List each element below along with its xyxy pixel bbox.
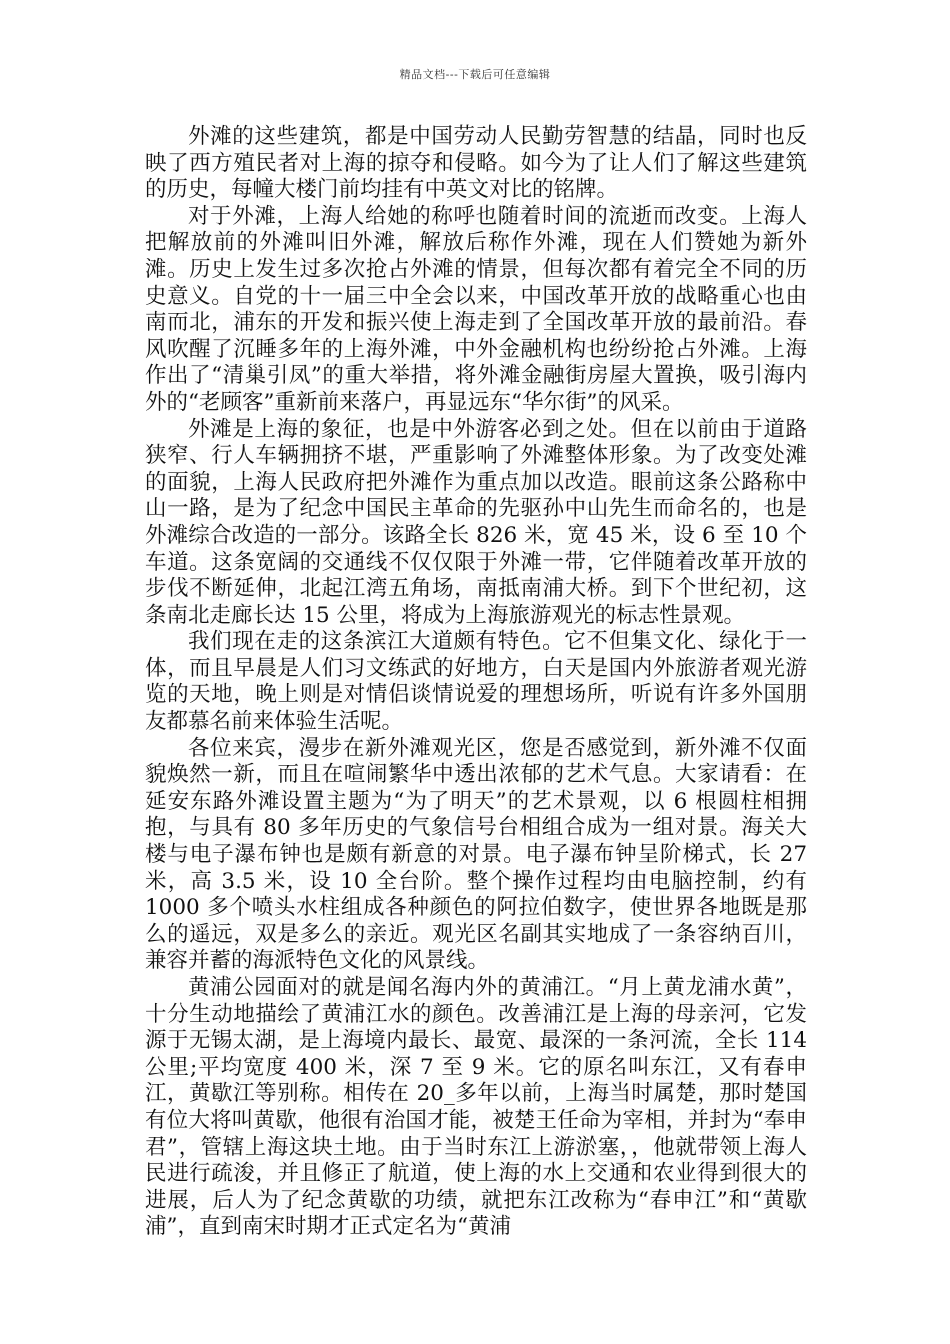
- paragraph-5: 各位来宾，漫步在新外滩观光区，您是否感觉到，新外滩不仅面貌焕然一新，而且在喧闹繁华中透出浓郁的艺术气息。大家请看：在延安东路外滩设置主题为“为了明天”的艺术景观，以 6 根圆柱相拥抱，与具有 80 多年历史的气象信号台相组合成为一组对景。海关大楼与电子瀑布钟也是颇有新意的对景。电子瀑布钟呈阶梯式，长 27 米，高 3.5 米，设 10 全台阶。整个操作过程均由电脑控制，约有 1000 多个喷头水柱组成各种颜色的阿拉伯数字，使世界各地既是那么的遥远，双是多么的亲近。观光区名副其实地成了一条容纳百川，兼容并蓄的海派特色文化的风景线。: [145, 735, 807, 974]
- paragraph-2: 对于外滩，上海人给她的称呼也随着时间的流逝而改变。上海人把解放前的外滩叫旧外滩，解放后称作外滩，现在人们赞她为新外滩。历史上发生过多次抢占外滩的情景，但每次都有着完全不同的历史意义。自党的十一届三中全会以来，中国改革开放的战略重心也由南而北，浦东的开发和振兴使上海走到了全国改革开放的最前沿。春风吹醒了沉睡多年的上海外滩，中外金融机构也纷纷抢占外滩。上海作出了“清巢引凤”的重大举措，将外滩金融街房屋大置换，吸引海内外的“老顾客”重新前来落户，再显远东“华尔街”的风采。: [145, 203, 807, 415]
- page-header: 精品文档---下载后可任意编辑: [399, 68, 551, 81]
- paragraph-6: 黄浦公园面对的就是闻名海内外的黄浦江。“月上黄龙浦水黄”，十分生动地描绘了黄浦江水的颜色。改善浦江是上海的母亲河，它发源于无锡太湖，是上海境内最长、最宽、最深的一条河流，全长 114 公里;平均宽度 400 米，深 7 至 9 米。它的原名叫东江，又有春申江，黄歇江等别称。相传在 20_多年以前，上海当时属楚，那时楚国有位大将叫黄歇，他很有治国才能，被楚王任命为宰相，并封为“奉申君”，管辖上海这块土地。由于当时东江上游淤塞，，他就带领上海人民进行疏浚，并且修正了航道，使上海的水上交通和农业得到很大的进展，后人为了纪念黄歇的功绩，就把东江改称为“春申江”和“黄歇浦”，直到南宋时期才正式定名为“黄浦: [145, 975, 807, 1240]
- paragraph-4: 我们现在走的这条滨江大道颇有特色。它不但集文化、绿化于一体，而且早晨是人们习文练武的好地方，白天是国内外旅游者观光游览的天地，晚上则是对情侣谈情说爱的理想场所，听说有许多外国朋友都慕名前来体验生活呢。: [145, 629, 807, 735]
- article-body: [145, 124, 807, 1241]
- paragraph-3: 外滩是上海的象征，也是中外游客必到之处。但在以前由于道路狭窄、行人车辆拥挤不堪，严重影响了外滩整体形象。为了改变处滩的面貌，上海人民政府把外滩作为重点加以改造。眼前这条公路称中山一路，是为了纪念中国民主革命的先驱孙中山先生而命名的，也是外滩综合改造的一部分。该路全长 826 米，宽 45 米，设 6 至 10 个车道。这条宽阔的交通线不仅仅限于外滩一带，它伴随着改革开放的步伐不断延伸，北起江湾五角场，南抵南浦大桥。到下个世纪初，这条南北走廊长达 15 公里，将成为上海旅游观光的标志性景观。: [145, 416, 807, 628]
- paragraph-1: 外滩的这些建筑，都是中国劳动人民勤劳智慧的结晶，同时也反映了西方殖民者对上海的掠夺和侵略。如今为了让人们了解这些建筑的历史，每幢大楼门前均挂有中英文对比的铭牌。: [145, 124, 807, 203]
